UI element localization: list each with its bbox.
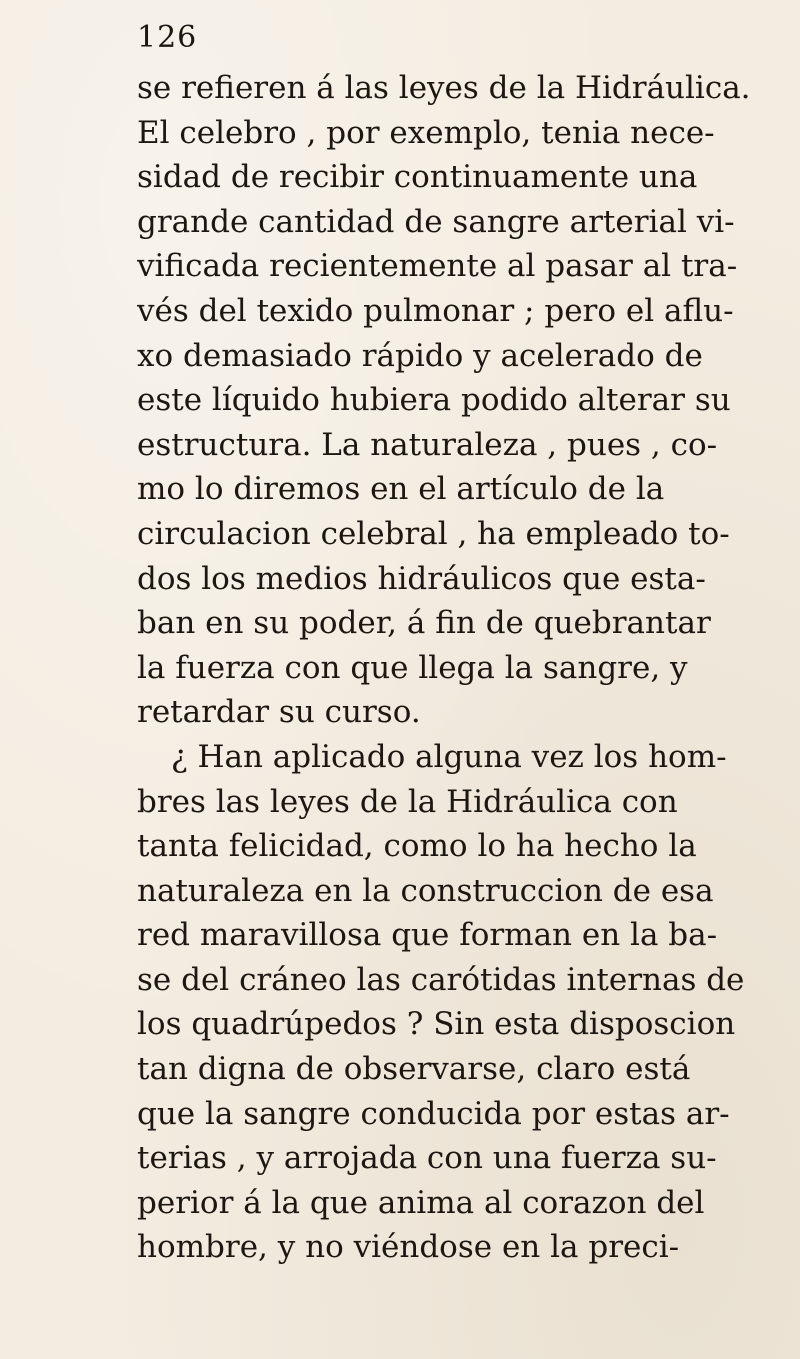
text-line: hombre, y no viéndose en la preci- <box>137 1229 680 1266</box>
text-line: xo demasiado rápido y acelerado de <box>137 337 703 374</box>
text-line: circulacion celebral , ha empleado to- <box>137 515 730 552</box>
text-line: se del cráneo las carótidas internas de <box>137 961 745 998</box>
text-line: bres las leyes de la Hidráulica con <box>137 783 678 820</box>
text-line: sidad de recibir continuamente una <box>137 159 698 196</box>
text-line: dos los medios hidráulicos que esta- <box>137 560 706 597</box>
text-line: red maravillosa que forman en la ba- <box>137 917 718 954</box>
paragraph-start-line: ¿ Han aplicado alguna vez los hom- <box>171 738 727 775</box>
text-line: perior á la que anima al corazon del <box>137 1184 705 1221</box>
text-line: tan digna de observarse, claro está <box>137 1051 691 1088</box>
text-line: tanta felicidad, como lo ha hecho la <box>137 828 697 865</box>
text-line: estructura. La naturaleza , pues , co- <box>137 426 718 463</box>
text-line: grande cantidad de sangre arterial vi- <box>137 203 735 240</box>
body-text <box>137 66 757 1270</box>
text-line: ban en su poder, á fin de quebrantar <box>137 605 711 642</box>
text-line: los quadrúpedos ? Sin esta disposcion <box>137 1006 736 1043</box>
text-line: vés del texido pulmonar ; pero el aflu- <box>137 292 734 329</box>
text-line: naturaleza en la construccion de esa <box>137 872 714 909</box>
text-line: retardar su curso. <box>137 694 421 731</box>
text-line: terias , y arrojada con una fuerza su- <box>137 1140 717 1177</box>
text-line: este líquido hubiera podido alterar su <box>137 382 731 419</box>
text-line: que la sangre conducida por estas ar- <box>137 1095 730 1132</box>
text-line: vificada recientemente al pasar al tra- <box>137 248 738 285</box>
text-line: se refieren á las leyes de la Hidráulica. <box>137 70 751 106</box>
text-line: la fuerza con que llega la sangre, y <box>137 649 688 686</box>
text-line: El celebro , por exemplo, tenia nece- <box>137 114 715 151</box>
text-line: mo lo diremos en el artículo de la <box>137 471 665 508</box>
page-number: 126 <box>137 20 198 55</box>
